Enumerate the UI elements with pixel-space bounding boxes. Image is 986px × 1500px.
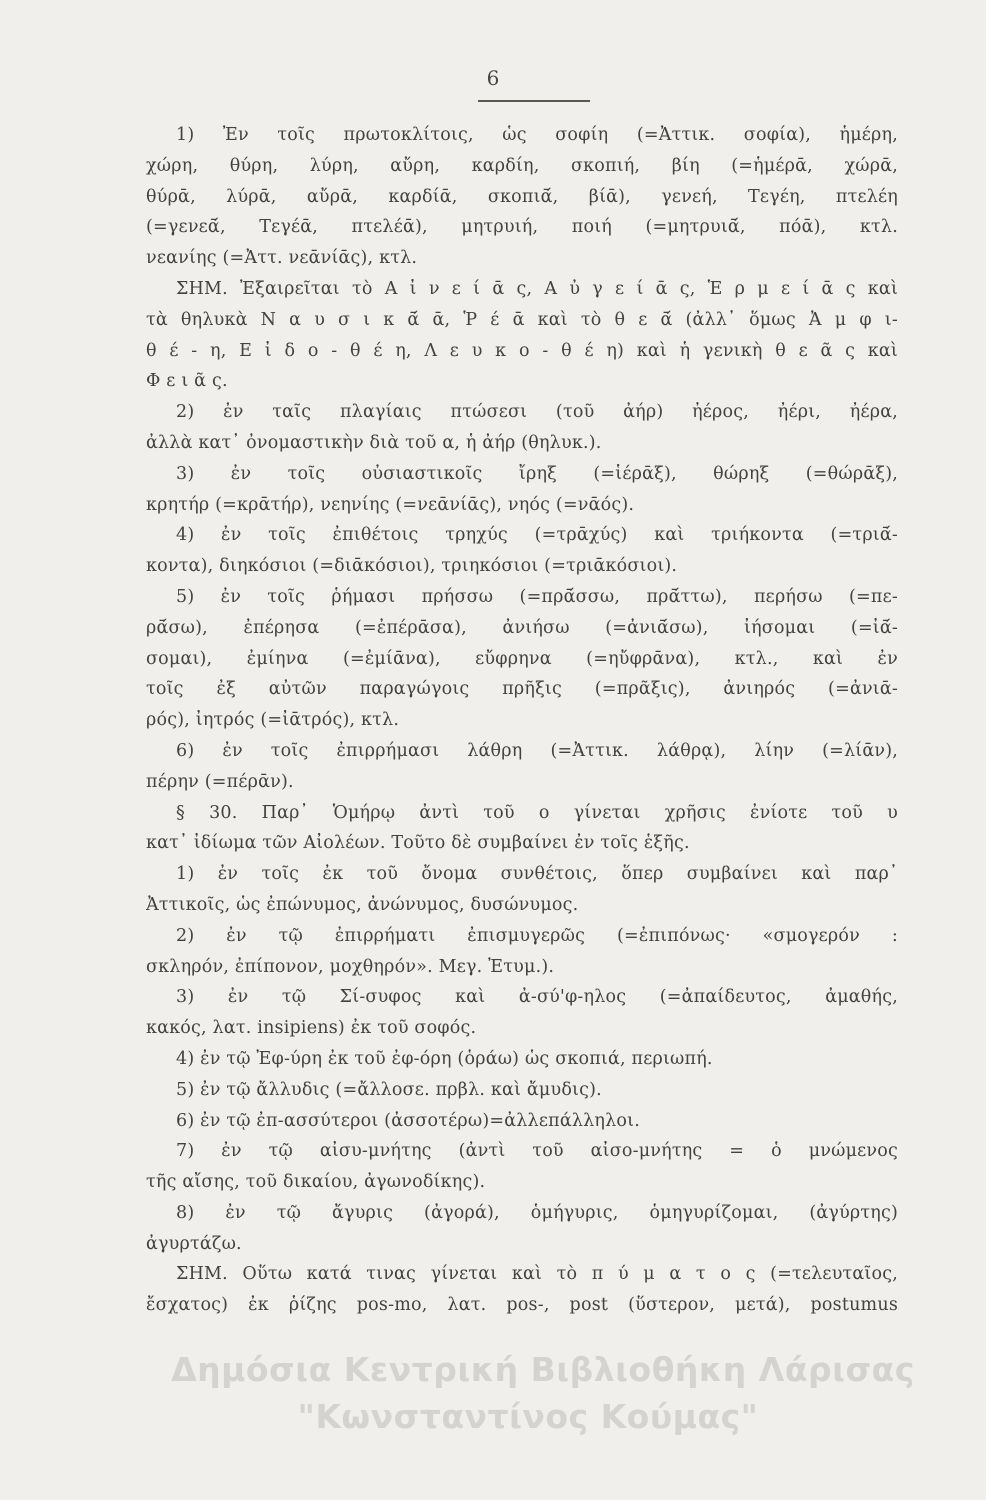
body-text (146, 120, 898, 1321)
text-line: ΣΗΜ. Οὕτω κατά τινας γίνεται καὶ τὸ π ύ μ α τ ο ς (=τελευταῖος, (176, 1264, 898, 1285)
text-line: σκληρόν, ἐπίπονον, μοχθηρόν». Μεγ. Ἐτυμ.). (146, 956, 555, 977)
text-line: πέρην (=πέρᾱν). (146, 771, 294, 792)
text-line: σομαι), ἐμίηνα (=ἐμίᾱνα), εὔφρηνα (=ηὔφρᾱνα), κτλ., καὶ ἐν (146, 648, 898, 669)
text-line: 3) ἐν τοῖς οὐσιαστικοῖς ἴρηξ (=ἱέρᾱξ), θώρηξ (=θώρᾱξ), (176, 463, 898, 484)
text-line: ἀλλὰ κατ᾽ ὀνομαστικὴν διὰ τοῦ α, ἡ ἀήρ (θηλυκ.). (146, 432, 602, 453)
text-line: 1) ἐν τοῖς ἐκ τοῦ ὄνομα συνθέτοις, ὅπερ συμβαίνει καὶ παρ᾽ (176, 864, 898, 885)
text-line: 7) ἐν τῷ αἰσυ-μνήτης (ἀντὶ τοῦ αἰσο-μνήτης = ὁ μνώμενος (176, 1141, 898, 1162)
text-line: 2) ἐν τῷ ἐπιρρήματι ἐπισμυγερῶς (=ἐπιπόνως· «σμογερόν : (176, 925, 898, 946)
text-line: ΣΗΜ. Ἐξαιρεῖται τὸ Α ἰ ν ε ί ᾱ ς, Α ὐ γ ε ί ᾱ ς, Ἑ ρ μ ε ί ᾱ ς καὶ (176, 278, 898, 299)
library-watermark-line-2: "Κωνσταντίνος Κούμας" (297, 1397, 759, 1436)
text-line: 5) ἐν τοῖς ῥήμασι πρήσσω (=πρᾱ́σσω, πρᾱ́ττω), περήσω (=πε- (176, 586, 898, 607)
header-rule (478, 100, 590, 102)
text-line: κρητήρ (=κρᾱτήρ), νεηνίης (=νεᾱνίᾱς), νηός (=νᾱός). (146, 494, 635, 515)
text-line: 1) Ἐν τοῖς πρωτοκλίτοις, ὡς σοφίη (=Ἀττικ. σοφία), ἡμέρη, (176, 125, 898, 145)
text-line: 6) ἐν τοῖς ἐπιρρήμασι λάθρη (=Ἀττικ. λάθρᾳ), λίην (=λίᾱν), (176, 740, 898, 761)
text-line: τῆς αἴσης, τοῦ δικαίου, ἀγωνοδίκης). (146, 1172, 486, 1193)
text-line: Φ ε ι ᾶ ς. (146, 371, 228, 392)
library-watermark-line-1: Δημόσια Κεντρική Βιβλιοθήκη Λάρισας (171, 1350, 915, 1389)
page-number: 6 (486, 66, 500, 90)
text-line: κατ᾽ ἰδίωμα τῶν Αἰολέων. Τοῦτο δὲ συμβαίνει ἐν τοῖς ἑξῆς. (146, 833, 690, 854)
text-line: ρός), ἰητρός (=ἰᾱτρός), κτλ. (146, 710, 400, 731)
text-line: ρᾱ́σω), ἐπέρησα (=ἐπέρᾱσα), ἀνιήσω (=ἀνιᾱ́σω), ἰήσομαι (=ἰᾱ́- (146, 617, 898, 638)
text-line: κοντα), διηκόσιοι (=διᾱκόσιοι), τριηκόσιοι (=τριᾱκόσιοι). (146, 556, 678, 577)
text-line: ἀγυρτάζω. (146, 1233, 242, 1254)
text-line: 6) ἐν τῷ ἐπ-ασσύτεροι (ἀσσοτέρω)=ἀλλεπάλληλοι. (176, 1110, 640, 1131)
text-line: 5) ἐν τῷ ἄλλυδις (=ἄλλοσε. πρβλ. καὶ ἄμυδις). (176, 1079, 602, 1100)
text-line: ἔσχατος) ἐκ ῥίζης pos-mo, λατ. pos-, post (ὕστερον, μετά), postumus (146, 1295, 898, 1316)
text-line: 2) ἐν ταῖς πλαγίαις πτώσεσι (τοῦ ἀήρ) ἠέρος, ἠέρι, ἠέρα, (176, 402, 898, 423)
text-line: 4) ἐν τοῖς ἐπιθέτοις τρηχύς (=τρᾱχύς) καὶ τριήκοντα (=τριᾱ́- (176, 525, 898, 546)
text-line: 3) ἐν τῷ Σί-συφος καὶ ἀ-σύ'φ-ηλος (=ἀπαίδευτος, ἀμαθής, (176, 987, 898, 1008)
text-line: 8) ἐν τῷ ἄγυρις (ἀγορά), ὁμήγυρις, ὁμηγυρίζομαι, (ἀγύρτης) (176, 1202, 898, 1223)
text-line: κακός, λατ. insipiens) ἐκ τοῦ σοφός. (146, 1018, 477, 1039)
text-line: Ἀττικοῖς, ὡς ἐπώνυμος, ἀνώνυμος, δυσώνυμος. (146, 894, 579, 915)
text-line: τοῖς ἐξ αὐτῶν παραγώγοις πρῆξις (=πρᾶξις), ἀνιηρός (=ἀνιᾱ- (146, 679, 898, 700)
text-line: νεανίης (=Ἀττ. νεᾱνίᾱς), κτλ. (146, 248, 418, 269)
text-line: τὰ θηλυκὰ Ν α υ σ ι κ ᾱ́ ᾱ, Ῥ έ ᾱ καὶ τὸ θ ε ᾱ́ (ἀλλ᾽ ὅμως Ἀ μ φ ι- (146, 309, 898, 330)
text-line: (=γενεᾱ́, Τεγέᾱ, πτελέᾱ), μητρυιή, ποιή (=μητρυιᾱ́, πόᾱ), κτλ. (146, 217, 898, 238)
text-line: χώρη, θύρη, λύρη, αὔρη, καρδίη, σκοπιή, βίη (=ἡμέρᾱ, χώρᾱ, (146, 155, 898, 176)
text-line: 4) ἐν τῷ Ἐφ-ύρη ἐκ τοῦ ἐφ-όρη (ὁράω) ὡς σκοπιά, περιωπή. (176, 1048, 713, 1069)
text-line: θύρᾱ, λύρᾱ, αὔρᾱ, καρδίᾱ, σκοπιᾱ́, βίᾱ), γενεή, Τεγέη, πτελέη (146, 186, 898, 207)
text-line: § 30. Παρ᾽ Ὁμήρῳ ἀντὶ τοῦ ο γίνεται χρῆσις ἐνίοτε τοῦ υ (176, 802, 898, 823)
text-line: θ έ - η, Ε ἰ δ ο - θ έ η, Λ ε υ κ ο - θ έ η) καὶ ἡ γενικὴ θ ε ᾶ ς καὶ (146, 340, 898, 361)
